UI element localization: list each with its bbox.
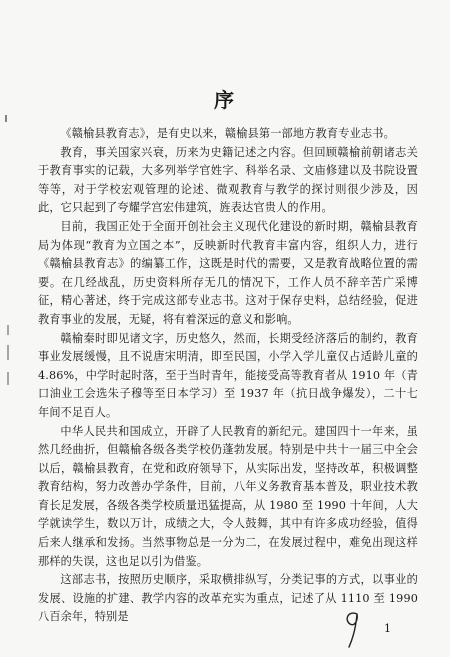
paragraph: 中华人民共和国成立，开辟了人民教育的新纪元。建国四十一年来，虽然几经曲折，但赣榆各级各类学校仍蓬勃发展。特别是中共十一届三中全会以后，赣榆县教育，在党和政府领导下，从实际出发，坚持改革，积极调整教育结构，努力改善办学条件，目前，八年义务教育基本普及，职业技术教育长足发展，各级各类学校质量迅猛提高，从 1980 至 1990 十年间，人大学就读学生，数以万计，成绩之大，令人鼓舞，其中有许多成功经验，值得后来人继承和发扬。当然事物总是一分为二，在发展过程中，难免出现这样那样的失误，这也足以引为借鉴。 <box>38 424 418 568</box>
paragraph: 目前，我国正处于全面开创社会主义现代化建设的新时期，赣榆县教育局为体现“教育为立国之本”，反映新时代教育丰富内容，组织人力，进行《赣榆县教育志》的编纂工作，这既是时代的需要，又是教育战略位置的需要。在几经战乱，历史资料所存无几的情况下，工作人员不辞辛苦广采博征，精心著述，终于完成这部专业志书。这对于保存史料，总结经验，促进教育事业的发展，无疑，将有着深远的意义和影响。 <box>38 219 418 326</box>
body-text <box>38 125 418 627</box>
paragraph: 赣榆秦时即见诸文字，历史悠久，然而，长期受经济落后的制约，教育事业发展缓慢，且不说唐宋明清，即至民国，小学入学儿童仅占适龄儿童的 4.86%，中学时起时落，至于当时青年，能接受高等教育者从 1910 年（青口油业工会选朱子穆等至日本学习）至 1937 年（抗日战争爆发），二十七年间不足百人。 <box>38 331 418 419</box>
handwritten-number <box>338 606 368 650</box>
paragraph: 教育，事关国家兴衰，历来为史籍记述之内容。但回顾赣榆前朝诸志关于教育事实的记载，大多列举学官姓字、科举名录、文庙修建以及书院设置等等，对于学校宏观管理的论述、微观教育与教学的探讨则很少涉及，因此，它只起到了夸耀学宫宏伟建筑，旌表达官贵人的作用。 <box>38 145 418 215</box>
page-title: 序 <box>214 88 236 112</box>
page-number: 1 <box>384 622 391 635</box>
margin-scan-marks <box>0 110 16 410</box>
paragraph: 《赣榆县教育志》，是有史以来，赣榆县第一部地方教育专业志书。 <box>60 127 395 140</box>
paragraph: 这部志书，按照历史顺序，采取横排纵写，分类记事的方式，以事业的发展、设施的扩建、教学内容的改革充实为重点，记述了从 1110 至 1990 八百余年，特别是 <box>38 573 418 624</box>
